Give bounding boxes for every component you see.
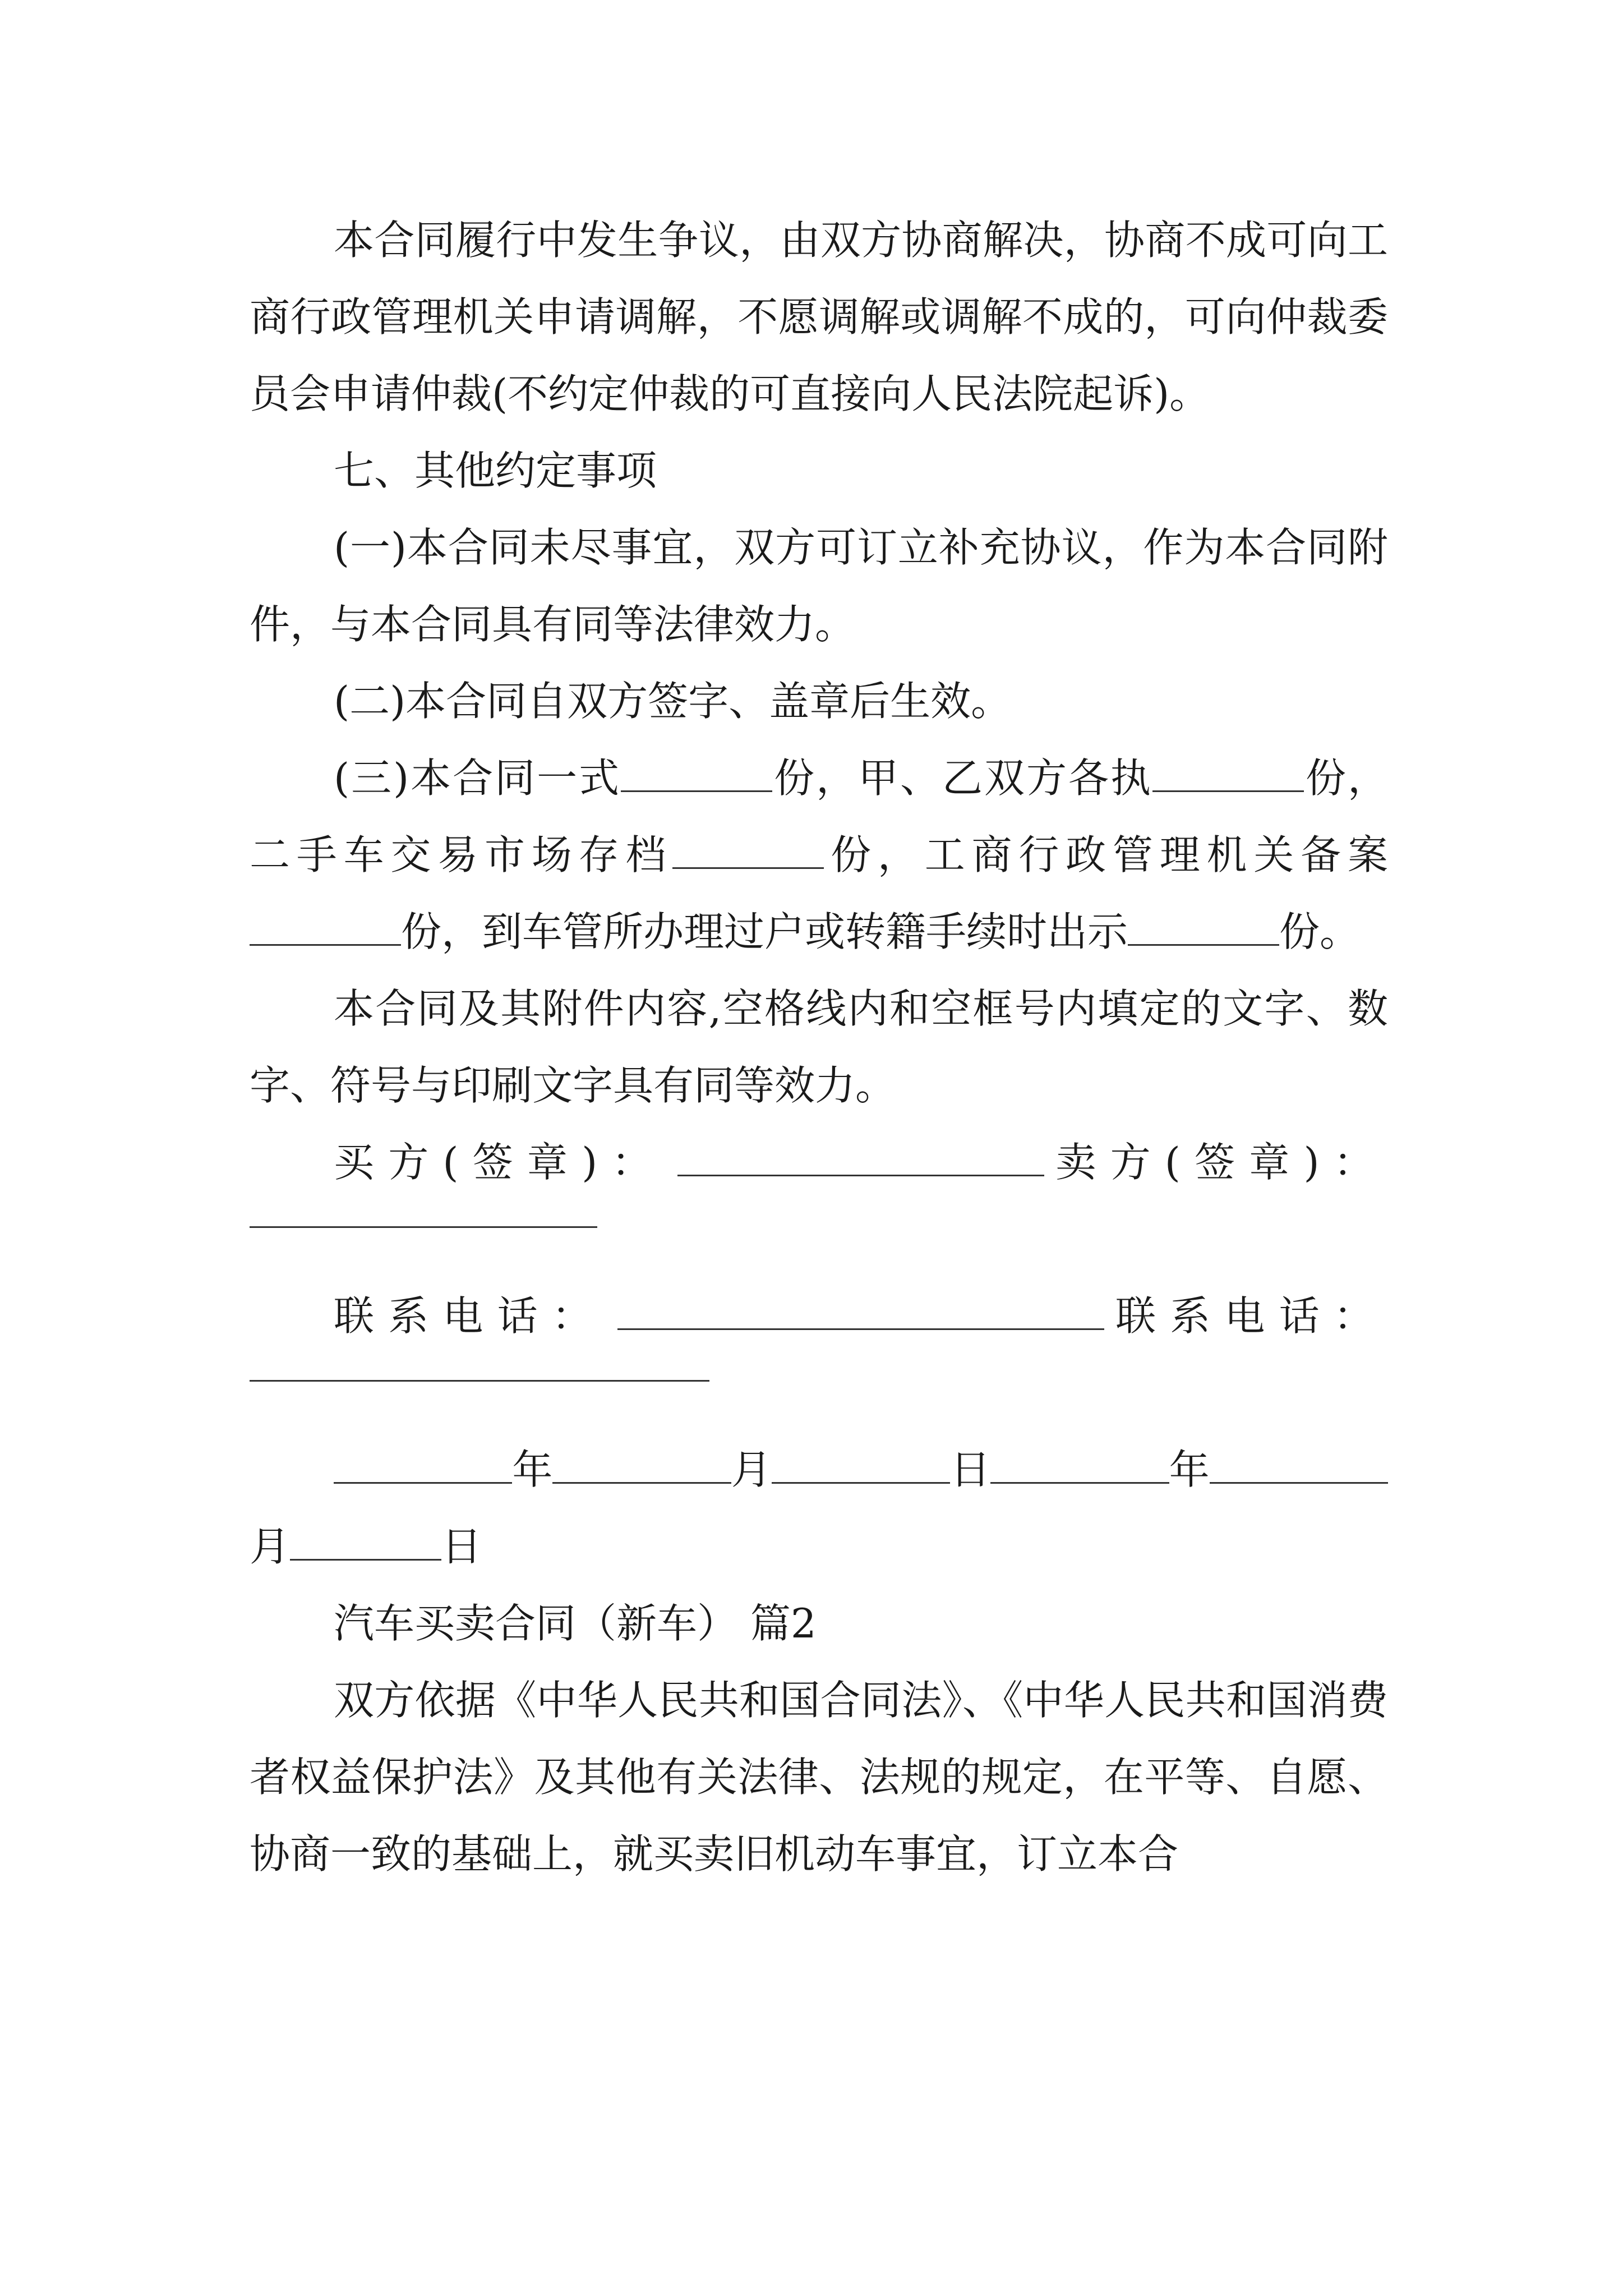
section-heading-other: 七、其他约定事项 xyxy=(334,447,657,494)
buyer-signature-blank[interactable] xyxy=(677,1137,1045,1176)
contract-body xyxy=(250,202,1388,1893)
seller-phone-line-row xyxy=(250,1355,1388,1432)
copies-dmv-blank[interactable] xyxy=(1128,906,1279,946)
signature-row xyxy=(250,1124,1388,1201)
copies-bureau-blank[interactable] xyxy=(250,906,401,946)
seller-signature-line-row xyxy=(250,1201,1388,1278)
buyer-signature-label: 买方(签章)： xyxy=(334,1139,666,1186)
other-item-3 xyxy=(250,740,1388,970)
copies-market-blank[interactable] xyxy=(672,829,824,869)
section-2-intro: 双方依据《中华人民共和国合同法》、《中华人民共和国消费者权益保护法》及其他有关法律、法规的规定，在平等、自愿、协商一致的基础上，就买卖旧机动车事宜，订立本合 xyxy=(250,1677,1388,1878)
buyer-year-label: 年 xyxy=(512,1446,553,1493)
item3-text-4: 份，工商行政管理机关备案 xyxy=(824,831,1388,878)
buyer-day-label: 日 xyxy=(950,1446,991,1493)
seller-year-label: 年 xyxy=(1169,1446,1210,1493)
buyer-month-blank[interactable] xyxy=(552,1444,731,1484)
item3-text-3: 份，二手车交易市场存档 xyxy=(250,754,1388,878)
phone-row xyxy=(250,1278,1388,1355)
section-2-title: 汽车买卖合同（新车） 篇2 xyxy=(334,1600,817,1647)
date-row-continued xyxy=(250,1508,1388,1585)
copies-total-blank[interactable] xyxy=(621,752,772,792)
buyer-day-blank[interactable] xyxy=(772,1444,950,1484)
item3-text-5: 份，到车管所办理过户或转籍手续时出示 xyxy=(401,908,1128,955)
seller-year-blank[interactable] xyxy=(990,1444,1169,1484)
seller-month-blank[interactable] xyxy=(1210,1444,1388,1484)
seller-month-label: 月 xyxy=(250,1523,291,1570)
seller-phone-label: 联系电话： xyxy=(1115,1292,1388,1340)
validity-clause: 本合同及其附件内容,空格线内和空框号内填定的文字、数字、符号与印刷文字具有同等效力。 xyxy=(250,985,1388,1109)
seller-day-label: 日 xyxy=(441,1523,482,1570)
buyer-month-label: 月 xyxy=(731,1446,772,1493)
dispute-clause: 本合同履行中发生争议，由双方协商解决，协商不成可向工商行政管理机关申请调解，不愿调解或调解不成的，可向仲裁委员会申请仲裁(不约定仲裁的可直接向人民法院起诉)。 xyxy=(250,217,1388,417)
seller-signature-blank[interactable] xyxy=(250,1226,597,1228)
other-item-1: (一)本合同未尽事宜，双方可订立补充协议，作为本合同附件，与本合同具有同等法律效力。 xyxy=(250,524,1388,648)
item3-text-2: 份，甲、乙双方各执 xyxy=(772,754,1152,802)
buyer-year-blank[interactable] xyxy=(334,1444,512,1484)
other-item-2: (二)本合同自双方签字、盖章后生效。 xyxy=(334,678,1012,725)
buyer-phone-blank[interactable] xyxy=(617,1290,1104,1330)
item3-text-1: (三)本合同一式 xyxy=(334,754,621,802)
seller-phone-blank[interactable] xyxy=(250,1380,709,1382)
seller-day-blank[interactable] xyxy=(290,1521,441,1561)
seller-signature-label: 卖方(签章)： xyxy=(1055,1139,1388,1186)
date-row xyxy=(250,1432,1388,1508)
item3-text-6: 份。 xyxy=(1279,908,1361,955)
buyer-phone-label: 联系电话： xyxy=(334,1292,607,1340)
copies-each-blank[interactable] xyxy=(1152,752,1304,792)
